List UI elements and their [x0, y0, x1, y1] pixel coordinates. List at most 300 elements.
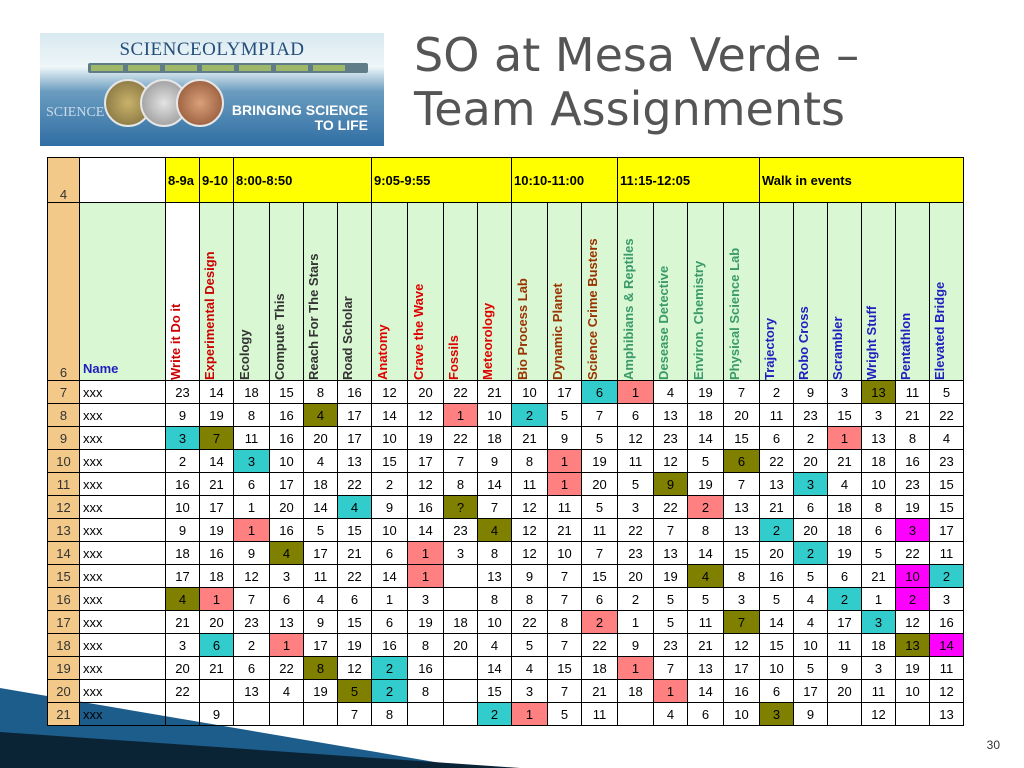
event-header: [724, 203, 760, 381]
assignment-cell: 11: [548, 496, 582, 519]
table-row: [48, 496, 964, 519]
event-header: [478, 203, 512, 381]
row-number: 16: [48, 588, 80, 611]
assignment-cell: 16: [270, 519, 304, 542]
assignment-cell: 12: [654, 450, 688, 473]
assignment-cell: 19: [896, 496, 930, 519]
event-label-wrap: [270, 203, 303, 380]
assignment-cell: 13: [234, 680, 270, 703]
assignment-cell: 7: [444, 450, 478, 473]
event-label-wrap: [930, 203, 963, 380]
assignment-cell: [618, 703, 654, 726]
event-label: Reach For The Stars: [305, 253, 321, 380]
assignment-cell: 13: [688, 657, 724, 680]
assignment-cell: 18: [862, 634, 896, 657]
assignment-cell: 11: [304, 565, 338, 588]
assignment-cell: 16: [270, 404, 304, 427]
assignment-cell: 9: [794, 381, 828, 404]
event-label: Ecology: [236, 329, 252, 380]
assignment-cell: 1: [828, 427, 862, 450]
assignment-cell: 2: [760, 519, 794, 542]
event-label-wrap: [304, 203, 337, 380]
assignment-cell: 18: [618, 680, 654, 703]
assignment-cell: 7: [582, 404, 618, 427]
assignment-cell: 4: [478, 519, 512, 542]
assignment-cell: [444, 657, 478, 680]
assignment-cell: 5: [862, 542, 896, 565]
table-row: [48, 680, 964, 703]
assignment-cell: 18: [304, 473, 338, 496]
assignment-cell: 8: [478, 542, 512, 565]
assignment-cell: 1: [512, 703, 548, 726]
assignment-cell: 7: [200, 427, 234, 450]
assignment-cell: 20: [582, 473, 618, 496]
assignment-cell: 3: [512, 680, 548, 703]
assignment-cell: 16: [896, 450, 930, 473]
event-label-wrap: [794, 203, 827, 380]
time-slot-header: Walk in events: [760, 158, 964, 203]
assignment-cell: 15: [338, 611, 372, 634]
event-label-wrap: [724, 203, 759, 380]
assignment-cell: 9: [548, 427, 582, 450]
assignment-cell: 20: [794, 450, 828, 473]
event-label: Wright Stuff: [863, 305, 879, 380]
assignment-cell: 23: [654, 427, 688, 450]
event-header: [688, 203, 724, 381]
assignment-cell: 7: [724, 381, 760, 404]
assignment-cell: 1: [234, 519, 270, 542]
assignment-cell: 18: [862, 450, 896, 473]
assignment-cell: 10: [270, 450, 304, 473]
assignment-cell: 12: [512, 496, 548, 519]
name-header: Name: [80, 203, 166, 381]
assignment-cell: 7: [548, 565, 582, 588]
assignment-cell: 5: [654, 611, 688, 634]
event-label-wrap: [444, 203, 477, 380]
assignment-cell: 1: [234, 496, 270, 519]
assignment-cell: 23: [234, 611, 270, 634]
assignment-cell: 2: [828, 588, 862, 611]
assignment-cell: 2: [794, 427, 828, 450]
time-slot-header: 8-9a: [166, 158, 200, 203]
student-name: xxx: [80, 611, 166, 634]
assignment-cell: 5: [794, 565, 828, 588]
assignment-cell: 17: [930, 519, 964, 542]
assignment-cell: 22: [618, 519, 654, 542]
event-label: Desease Detective: [655, 265, 671, 380]
assignment-cell: 1: [200, 588, 234, 611]
assignment-cell: 7: [724, 611, 760, 634]
event-label-wrap: [688, 203, 723, 380]
student-name: xxx: [80, 519, 166, 542]
row-number: 18: [48, 634, 80, 657]
event-header: [512, 203, 548, 381]
assignment-cell: 4: [270, 680, 304, 703]
assignment-cell: 6: [582, 381, 618, 404]
student-name: xxx: [80, 404, 166, 427]
assignment-cell: 10: [478, 611, 512, 634]
assignment-cell: 2: [794, 542, 828, 565]
assignment-cell: 5: [338, 680, 372, 703]
assignment-cell: 11: [582, 519, 618, 542]
assignment-cell: 9: [200, 703, 234, 726]
team-assignment-table: [47, 157, 964, 726]
assignment-cell: 23: [618, 542, 654, 565]
event-label: Environ. Chemistry: [690, 260, 706, 380]
event-header: [828, 203, 862, 381]
student-name: xxx: [80, 473, 166, 496]
event-label: Road Scholar: [339, 296, 355, 380]
assignment-cell: 9: [166, 519, 200, 542]
event-label: Trajectory: [761, 317, 777, 380]
assignment-cell: 8: [408, 680, 444, 703]
assignment-cell: 22: [582, 634, 618, 657]
assignment-cell: 21: [512, 427, 548, 450]
event-header: [794, 203, 828, 381]
assignment-cell: 12: [896, 611, 930, 634]
assignment-cell: 10: [724, 703, 760, 726]
assignment-cell: 22: [166, 680, 200, 703]
assignment-cell: 13: [654, 542, 688, 565]
assignment-cell: 5: [930, 381, 964, 404]
time-slot-row: [48, 158, 964, 203]
assignment-cell: 16: [408, 496, 444, 519]
assignment-cell: 2: [582, 611, 618, 634]
assignment-cell: 20: [304, 427, 338, 450]
assignment-cell: 19: [582, 450, 618, 473]
assignment-cell: 22: [930, 404, 964, 427]
assignment-cell: 7: [338, 703, 372, 726]
assignment-cell: [444, 565, 478, 588]
assignment-cell: 5: [688, 588, 724, 611]
time-slot-header: 11:15-12:05: [618, 158, 760, 203]
assignment-cell: 13: [724, 496, 760, 519]
assignment-cell: 16: [724, 680, 760, 703]
assignment-cell: 6: [200, 634, 234, 657]
assignment-cell: 16: [338, 381, 372, 404]
assignment-cell: 6: [338, 588, 372, 611]
assignment-cell: 22: [338, 565, 372, 588]
assignment-cell: 15: [270, 381, 304, 404]
assignment-cell: 3: [862, 611, 896, 634]
assignment-cell: 15: [338, 519, 372, 542]
assignment-cell: 5: [760, 588, 794, 611]
decorative-wedge-dark: [0, 732, 520, 768]
event-label-wrap: [512, 203, 547, 380]
assignment-cell: [444, 680, 478, 703]
event-label-wrap: [166, 203, 199, 380]
assignment-cell: 16: [760, 565, 794, 588]
assignment-cell: 17: [338, 427, 372, 450]
event-header-row: [48, 203, 964, 381]
assignment-cell: 11: [512, 473, 548, 496]
event-label-wrap: [618, 203, 653, 380]
assignment-cell: 5: [548, 703, 582, 726]
assignment-cell: [200, 680, 234, 703]
assignment-cell: 9: [828, 657, 862, 680]
assignment-cell: 22: [760, 450, 794, 473]
assignment-cell: 12: [234, 565, 270, 588]
assignment-cell: 15: [478, 680, 512, 703]
science-olympiad-banner: [40, 33, 384, 146]
assignment-cell: 10: [512, 381, 548, 404]
assignment-cell: 19: [338, 634, 372, 657]
event-label-wrap: [338, 203, 371, 380]
assignment-cell: 19: [896, 657, 930, 680]
table-row: [48, 427, 964, 450]
assignment-cell: [828, 703, 862, 726]
assignment-cell: 22: [338, 473, 372, 496]
event-header: [166, 203, 200, 381]
title-line-1: SO at Mesa Verde –: [414, 28, 860, 82]
assignment-cell: 4: [688, 565, 724, 588]
assignment-cell: 15: [582, 565, 618, 588]
assignment-cell: 13: [654, 404, 688, 427]
assignment-cell: 6: [270, 588, 304, 611]
assignment-cell: 20: [828, 680, 862, 703]
assignment-cell: 14: [200, 450, 234, 473]
banner-nav-strip: [88, 63, 368, 73]
assignment-cell: 8: [372, 703, 408, 726]
assignment-cell: 1: [444, 404, 478, 427]
banner-brand: SCIENCEOLYMPIAD: [119, 39, 305, 60]
assignment-cell: 14: [408, 519, 444, 542]
assignment-cell: 2: [166, 450, 200, 473]
assignment-cell: 11: [930, 542, 964, 565]
event-label: Write it Do it: [167, 303, 183, 380]
blank-cell: [80, 158, 166, 203]
assignment-cell: 8: [234, 404, 270, 427]
assignment-cell: 20: [444, 634, 478, 657]
row-number: 13: [48, 519, 80, 542]
event-label: Elevated Bridge: [931, 281, 947, 380]
assignment-cell: 21: [582, 680, 618, 703]
assignment-cell: 15: [724, 542, 760, 565]
assignment-cell: 18: [166, 542, 200, 565]
assignment-cell: 12: [618, 427, 654, 450]
assignment-cell: 18: [444, 611, 478, 634]
assignment-cell: 12: [372, 381, 408, 404]
assignment-cell: 1: [618, 657, 654, 680]
assignment-cell: [444, 703, 478, 726]
assignment-cell: 1: [862, 588, 896, 611]
student-name: xxx: [80, 542, 166, 565]
student-name: xxx: [80, 450, 166, 473]
assignment-cell: 21: [896, 404, 930, 427]
assignment-cell: 12: [338, 657, 372, 680]
assignment-cell: 2: [372, 473, 408, 496]
assignment-cell: 12: [512, 542, 548, 565]
assignment-cell: 23: [654, 634, 688, 657]
assignment-cell: 10: [862, 473, 896, 496]
assignment-cell: [166, 703, 200, 726]
assignment-cell: 21: [548, 519, 582, 542]
event-label: Crave the Wave: [410, 283, 426, 380]
event-label-wrap: [896, 203, 929, 380]
assignment-cell: 2: [372, 657, 408, 680]
event-header: [408, 203, 444, 381]
event-label: Amphibians & Reptiles: [620, 238, 636, 380]
assignment-cell: 5: [304, 519, 338, 542]
assignment-cell: 14: [304, 496, 338, 519]
assignment-cell: 10: [372, 519, 408, 542]
row-number: 9: [48, 427, 80, 450]
event-label: Dynamic Planet: [549, 283, 565, 380]
assignment-cell: 9: [794, 703, 828, 726]
row-number: 8: [48, 404, 80, 427]
row-number: 14: [48, 542, 80, 565]
assignment-cell: 6: [582, 588, 618, 611]
event-header: [896, 203, 930, 381]
row-number: 12: [48, 496, 80, 519]
row-number: 20: [48, 680, 80, 703]
table-row: [48, 611, 964, 634]
assignment-cell: 22: [896, 542, 930, 565]
assignment-cell: 1: [654, 680, 688, 703]
assignment-cell: 5: [654, 588, 688, 611]
assignment-cell: 17: [338, 404, 372, 427]
student-name: xxx: [80, 634, 166, 657]
assignment-cell: 17: [408, 450, 444, 473]
assignment-cell: 6: [688, 703, 724, 726]
assignment-cell: [304, 703, 338, 726]
assignment-cell: 23: [794, 404, 828, 427]
assignment-cell: 11: [234, 427, 270, 450]
assignment-cell: 10: [896, 680, 930, 703]
assignment-cell: 16: [930, 611, 964, 634]
assignment-cell: 21: [688, 634, 724, 657]
assignment-cell: 8: [548, 611, 582, 634]
assignment-cell: 7: [654, 519, 688, 542]
banner-word: SCIENCE: [46, 105, 105, 120]
student-name: xxx: [80, 427, 166, 450]
event-label-wrap: [372, 203, 407, 380]
assignment-cell: 2: [234, 634, 270, 657]
assignment-cell: 21: [338, 542, 372, 565]
student-name: xxx: [80, 703, 166, 726]
page-number: 30: [986, 738, 1000, 752]
assignment-cell: 8: [512, 588, 548, 611]
assignment-cell: 13: [338, 450, 372, 473]
assignment-cell: 1: [548, 450, 582, 473]
assignment-cell: 17: [548, 381, 582, 404]
assignment-cell: 19: [654, 565, 688, 588]
assignment-cell: 20: [166, 657, 200, 680]
event-header: [760, 203, 794, 381]
assignment-cell: 4: [270, 542, 304, 565]
assignment-cell: 6: [372, 542, 408, 565]
assignment-cell: 7: [478, 496, 512, 519]
assignment-cell: 22: [444, 381, 478, 404]
event-label: Pentathlon: [897, 312, 913, 380]
assignment-cell: 9: [654, 473, 688, 496]
assignment-cell: 18: [828, 496, 862, 519]
time-slot-header: 9-10: [200, 158, 234, 203]
event-label-wrap: [582, 203, 617, 380]
assignment-cell: 3: [896, 519, 930, 542]
assignment-cell: 3: [444, 542, 478, 565]
assignment-cell: 3: [862, 404, 896, 427]
student-name: xxx: [80, 588, 166, 611]
event-label: Physical Science Lab: [726, 247, 742, 380]
time-slot-header: 8:00-8:50: [234, 158, 372, 203]
event-label-wrap: [760, 203, 793, 380]
assignment-cell: 11: [896, 381, 930, 404]
assignment-cell: 3: [166, 427, 200, 450]
table-row: [48, 565, 964, 588]
row-number: 19: [48, 657, 80, 680]
assignment-cell: 6: [234, 473, 270, 496]
assignment-cell: 7: [582, 542, 618, 565]
assignment-cell: 8: [304, 657, 338, 680]
assignment-cell: 15: [930, 473, 964, 496]
assignment-cell: 16: [166, 473, 200, 496]
assignment-cell: 8: [724, 565, 760, 588]
assignment-cell: 19: [200, 404, 234, 427]
assignment-cell: 12: [862, 703, 896, 726]
assignment-cell: 7: [548, 680, 582, 703]
assignment-cell: 19: [688, 381, 724, 404]
assignment-cell: 10: [166, 496, 200, 519]
assignment-cell: 22: [654, 496, 688, 519]
assignment-cell: 22: [512, 611, 548, 634]
event-header: [548, 203, 582, 381]
assignment-cell: 1: [408, 565, 444, 588]
assignment-cell: 20: [760, 542, 794, 565]
event-header: [930, 203, 964, 381]
assignment-cell: 9: [618, 634, 654, 657]
assignment-cell: 2: [618, 588, 654, 611]
assignment-cell: 2: [512, 404, 548, 427]
assignment-cell: 8: [444, 473, 478, 496]
event-label: Meteorology: [479, 302, 495, 380]
assignment-cell: 21: [200, 657, 234, 680]
assignment-cell: 3: [166, 634, 200, 657]
table-row: [48, 542, 964, 565]
assignment-cell: 10: [372, 427, 408, 450]
assignment-cell: 10: [478, 404, 512, 427]
assignment-cell: 4: [304, 588, 338, 611]
assignment-cell: 11: [582, 703, 618, 726]
assignment-cell: 4: [654, 381, 688, 404]
assignment-cell: [896, 703, 930, 726]
assignment-cell: 14: [688, 542, 724, 565]
assignment-cell: 15: [930, 496, 964, 519]
assignment-cell: 8: [304, 381, 338, 404]
assignment-cell: 2: [896, 588, 930, 611]
student-name: xxx: [80, 657, 166, 680]
assignment-cell: 2: [760, 381, 794, 404]
table-row: [48, 473, 964, 496]
tagline-line-2: TO LIFE: [314, 117, 368, 133]
assignment-cell: 13: [478, 565, 512, 588]
assignment-cell: 11: [862, 680, 896, 703]
assignment-cell: 21: [760, 496, 794, 519]
assignment-cell: 4: [166, 588, 200, 611]
event-label-wrap: [200, 203, 233, 380]
assignment-cell: 9: [478, 450, 512, 473]
assignment-cell: 14: [478, 657, 512, 680]
assignment-cell: 1: [270, 634, 304, 657]
assignment-cell: 12: [512, 519, 548, 542]
assignment-cell: 14: [372, 404, 408, 427]
assignment-cell: 7: [234, 588, 270, 611]
assignment-cell: 8: [896, 427, 930, 450]
assignment-cell: 15: [548, 657, 582, 680]
assignment-cell: 14: [688, 427, 724, 450]
assignment-cell: 6: [234, 657, 270, 680]
assignment-cell: 13: [862, 427, 896, 450]
